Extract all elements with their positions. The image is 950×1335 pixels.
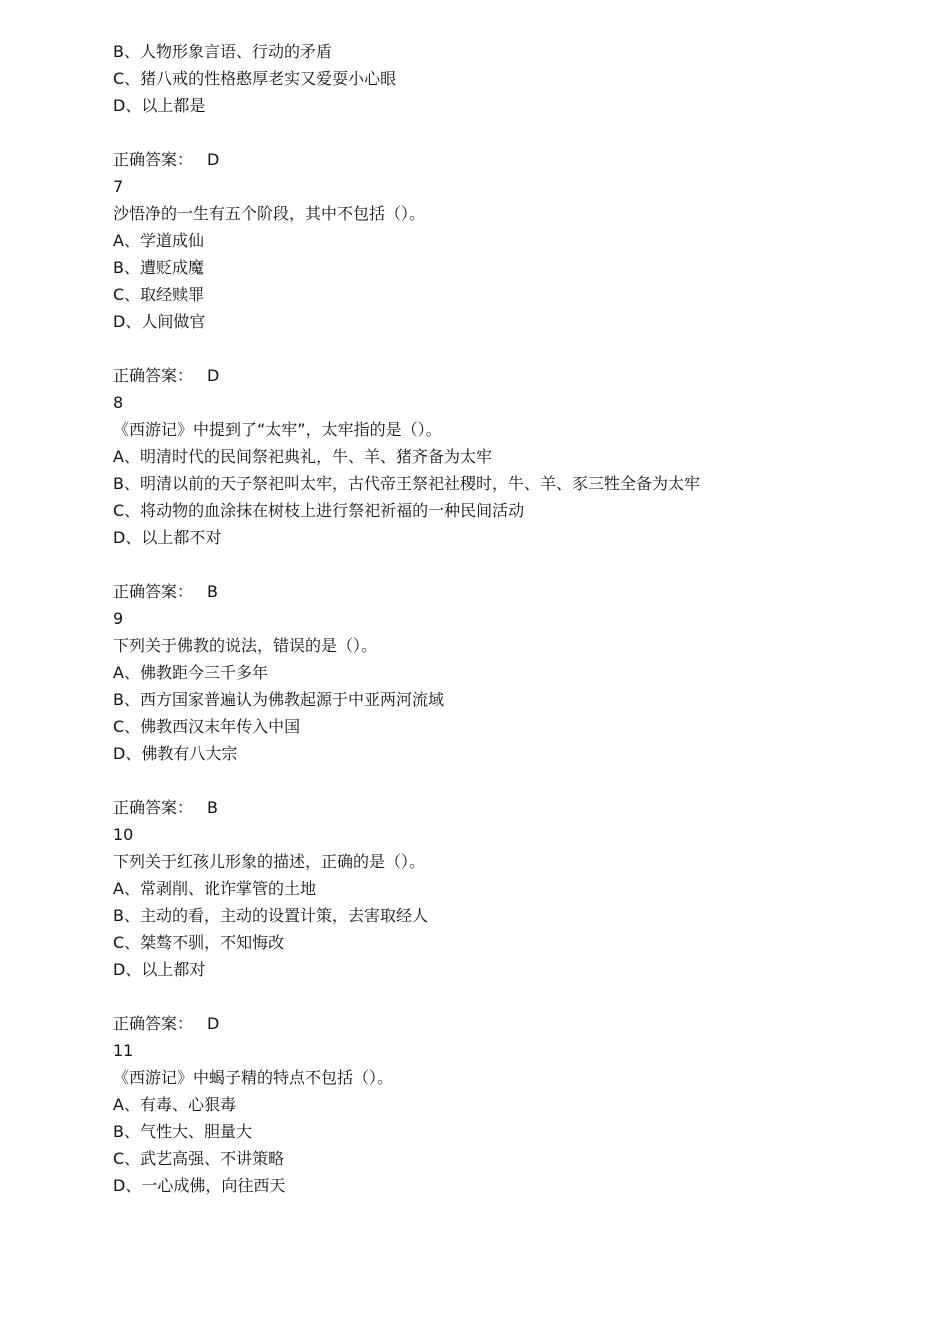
spacer [113, 983, 913, 1010]
answer-label: 正确答案： [113, 1014, 194, 1033]
option-a: A、佛教距今三千多年 [113, 663, 268, 682]
option-b: B、明清以前的天子祭祀叫太牢，古代帝王祭祀社稷时，牛、羊、豕三牲全备为太牢 [113, 474, 700, 493]
option-c: C、猪八戒的性格憨厚老实又爱耍小心眼 [113, 69, 397, 88]
option-b: B、人物形象言语、行动的矛盾 [113, 42, 332, 61]
answer-line [113, 794, 913, 821]
option-c: C、佛教西汉末年传入中国 [113, 717, 301, 736]
question-9 [113, 605, 913, 821]
question-6-tail [113, 38, 913, 173]
option-a: A、有毒、心狠毒 [113, 1095, 236, 1114]
option-d: D、以上都对 [113, 960, 206, 979]
spacer [113, 335, 913, 362]
option-d: D、一心成佛，向往西天 [113, 1176, 286, 1195]
answer-value: D [207, 1014, 220, 1033]
spacer [113, 119, 913, 146]
option-d: D、以上都是 [113, 96, 206, 115]
question-number: 10 [113, 825, 134, 844]
answer-line [113, 362, 913, 389]
question-stem: 沙悟净的一生有五个阶段，其中不包括（）。 [113, 204, 426, 223]
answer-label: 正确答案： [113, 366, 194, 385]
option-b: B、气性大、胆量大 [113, 1122, 252, 1141]
question-number: 11 [113, 1041, 134, 1060]
question-11 [113, 1037, 913, 1199]
answer-line [113, 578, 913, 605]
question-number: 8 [113, 393, 124, 412]
document-page [113, 38, 913, 1199]
question-stem: 《西游记》中蝎子精的特点不包括（）。 [113, 1068, 394, 1087]
spacer [113, 551, 913, 578]
option-c: C、取经赎罪 [113, 285, 205, 304]
option-c: C、武艺高强、不讲策略 [113, 1149, 285, 1168]
question-stem: 《西游记》中提到了“太牢”，太牢指的是（）。 [113, 420, 442, 439]
answer-label: 正确答案： [113, 150, 194, 169]
option-a: A、常剥削、讹诈掌管的土地 [113, 879, 316, 898]
question-stem: 下列关于佛教的说法，错误的是（）。 [113, 636, 378, 655]
option-b: B、西方国家普遍认为佛教起源于中亚两河流域 [113, 690, 444, 709]
answer-label: 正确答案： [113, 798, 194, 817]
option-b: B、主动的看，主动的设置计策，去害取经人 [113, 906, 428, 925]
option-d: D、以上都不对 [113, 528, 222, 547]
answer-value: B [207, 582, 218, 601]
option-d: D、佛教有八大宗 [113, 744, 238, 763]
option-c: C、将动物的血涂抹在树枝上进行祭祀祈福的一种民间活动 [113, 501, 525, 520]
question-stem: 下列关于红孩儿形象的描述，正确的是（）。 [113, 852, 426, 871]
question-7 [113, 173, 913, 389]
answer-value: D [207, 366, 220, 385]
option-a: A、学道成仙 [113, 231, 204, 250]
spacer [113, 767, 913, 794]
option-d: D、人间做官 [113, 312, 206, 331]
question-number: 9 [113, 609, 124, 628]
option-b: B、遭贬成魔 [113, 258, 204, 277]
question-number: 7 [113, 177, 124, 196]
option-c: C、桀骜不驯，不知悔改 [113, 933, 285, 952]
question-10 [113, 821, 913, 1037]
answer-line [113, 146, 913, 173]
answer-line [113, 1010, 913, 1037]
answer-label: 正确答案： [113, 582, 194, 601]
option-a: A、明清时代的民间祭祀典礼，牛、羊、猪齐备为太牢 [113, 447, 492, 466]
answer-value: D [207, 150, 220, 169]
question-8 [113, 389, 913, 605]
answer-value: B [207, 798, 218, 817]
